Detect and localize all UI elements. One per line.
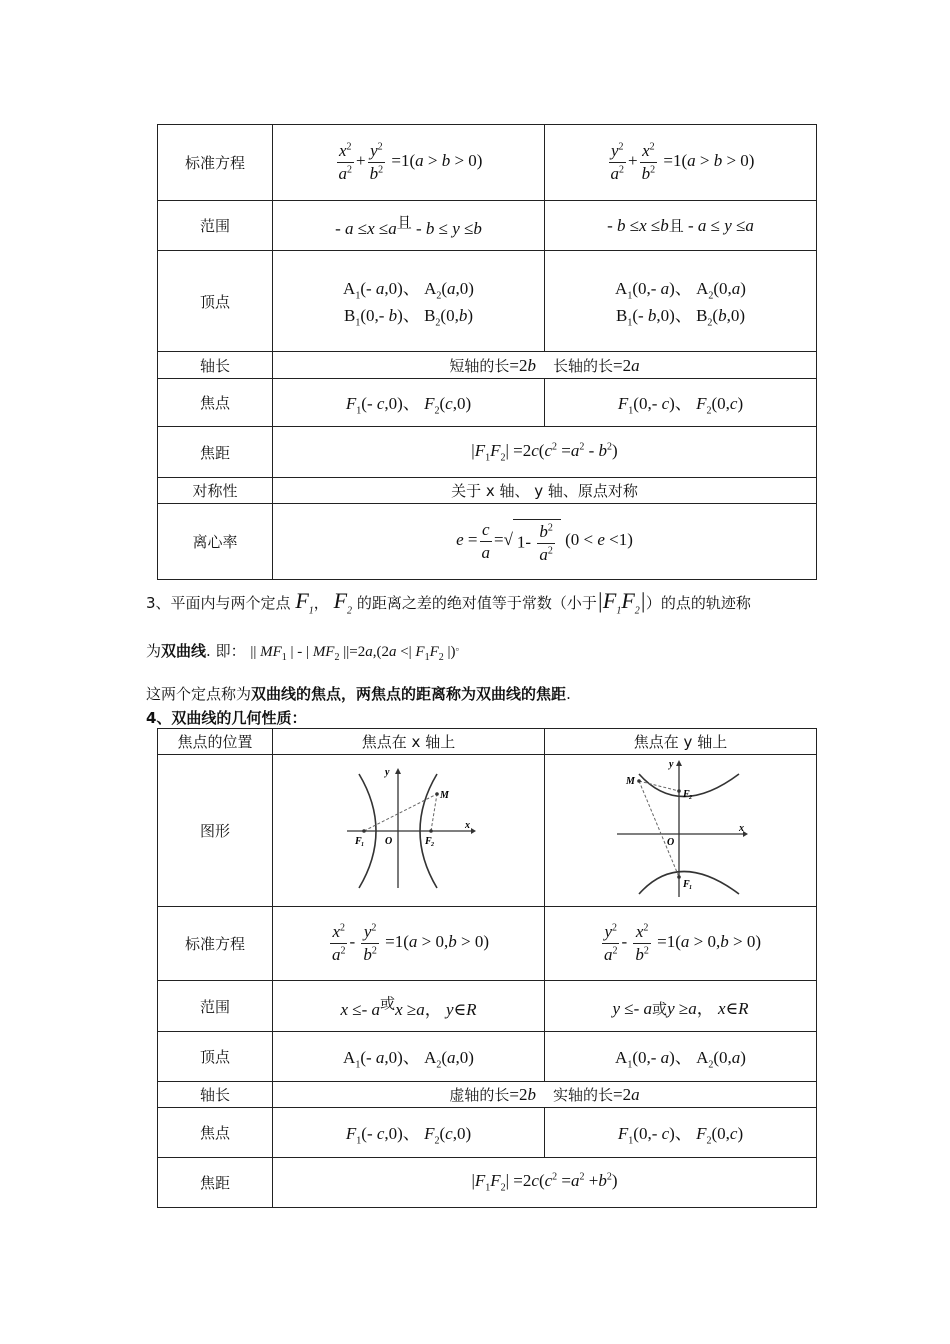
header-focus-on-y: 焦点在 y 轴上 xyxy=(545,729,817,755)
or-word: 或 xyxy=(652,999,668,1018)
row-label-foci: 焦点 xyxy=(158,1108,273,1158)
ellipse-range-x: - $a \le x \le a^且 - b \le y \le b$ xyxy=(273,201,545,251)
ellipse-foci-x: $F_1(-$ c,0)、 $F_2(c,0)$ xyxy=(273,379,545,427)
hyperbola-foci-x: $F_1(-$ c,0)、 $F_2(c,0)$ xyxy=(273,1108,545,1158)
ellipse-foci-y: $F_1(0,-$ c)、 $F_2(0,c)$ xyxy=(545,379,817,427)
f2-symbol: $F_2$ xyxy=(333,588,353,617)
row-label-vertices: 顶点 xyxy=(158,251,273,352)
header-focus-position: 焦点的位置 xyxy=(158,729,273,755)
or-word: 或 xyxy=(380,994,396,1013)
ellipse-properties-table xyxy=(157,124,817,580)
figure-x-hyperbola-cell xyxy=(273,755,545,907)
hyperbola-vertices-y: $A_1(0,-$ a)、 $A_2(0,a)$ xyxy=(545,1032,817,1082)
svg-text:1: 1 xyxy=(361,842,364,848)
y-axis-label: y xyxy=(385,767,390,778)
y-axis-label: y xyxy=(668,758,673,770)
row-label-standard-equation: 标准方程 xyxy=(158,907,273,981)
hyperbola-x-figure xyxy=(341,766,476,891)
row-label-range: 范围 xyxy=(158,201,273,251)
ellipse-focal-distance: $|F_1F_2| =2c(c^2 =a^2 - b^2)$ xyxy=(273,427,817,478)
hyperbola-axis-length: 虚轴的长=2b 实轴的长=2a xyxy=(273,1082,817,1108)
figure-y-hyperbola-cell xyxy=(545,755,817,907)
hyperbola-foci-definition: 这两个定点称为双曲线的焦点，两焦点的距离称为双曲线的焦距. xyxy=(146,685,571,703)
row-label-axis-length: 轴长 xyxy=(158,352,273,379)
x-axis-label: x xyxy=(738,822,744,834)
imag-axis-text: 虚轴的长 xyxy=(449,1086,510,1104)
point-m-label: M xyxy=(440,790,449,801)
short-axis-text: 短轴的长 xyxy=(449,356,510,375)
f2-label: F xyxy=(682,788,690,800)
hyperbola-focal-distance: $|F_1F_2| =2c(c^2 =a^2 +b^2)$ xyxy=(273,1158,817,1208)
ellipse-range-y: - b ≤x ≤b且 - a ≤ y ≤a xyxy=(545,201,817,251)
hyperbola-equation-y: $\frac{y^2}{a^2}$ - $\frac{x^2}{b^2}$ =1(a > 0,b > 0) xyxy=(545,907,817,981)
row-label-foci: 焦点 xyxy=(158,379,273,427)
f2-label: F xyxy=(425,836,432,847)
row-label-range: 范围 xyxy=(158,981,273,1032)
header-focus-on-x: 焦点在 x 轴上 xyxy=(273,729,545,755)
origin-label: O xyxy=(666,836,674,848)
hyperbola-range-y: y ≤- a或y ≥a， x∈R xyxy=(545,981,817,1032)
ellipse-vertices-y: $A_1(0,-$ a)、 $A_2(0,a)$ $B_1(-$ b,0)、 $B_2(b,0)$ xyxy=(545,251,817,352)
row-label-eccentricity: 离心率 xyxy=(158,504,273,580)
hyperbola-vertices-x: $A_1(-$ a,0)、 $A_2(a,0)$ xyxy=(273,1032,545,1082)
row-label-symmetry: 对称性 xyxy=(158,478,273,504)
hyperbola-definition-line2: 为双曲线. 即： || $MF_1$ | - | $MF_2$ ||=2a,(2a <| $F_1F_2$ |)。 xyxy=(146,642,466,663)
f1-symbol: $F_1$ xyxy=(295,588,314,617)
ellipse-equation-y: $\frac{y^2}{a^2}$ + $\frac{x^2}{b^2}$ =1(a > b > 0) xyxy=(545,125,817,201)
and-word: 且 xyxy=(668,217,684,235)
ellipse-equation-x: $\frac{x^2}{a^2}$ + $\frac{y^2}{b^2}$ =1(a > b > 0) xyxy=(273,125,545,201)
row-label-figure: 图形 xyxy=(158,755,273,907)
point-m-label: M xyxy=(625,775,635,787)
f1f2-abs: $|F_1F_2|$ xyxy=(596,588,646,617)
x-axis-label: x xyxy=(465,820,470,831)
definition-formula: || $MF_1$ | - | $MF_2$ ||=2a,(2a <| $F_1F_2$ |)。 xyxy=(250,642,466,663)
svg-text:1: 1 xyxy=(688,884,692,891)
ellipse-vertices-x: $A_1(-$ a,0)、 $A_2(a,0)$ $B_1(0,-$ b)、 $B_2(0,b)$ xyxy=(273,251,545,352)
svg-text:2: 2 xyxy=(431,842,434,848)
real-axis-text: 实轴的长 xyxy=(553,1086,614,1104)
ellipse-axis-length: 短轴的长=2b 长轴的长=2a xyxy=(273,352,817,379)
hyperbola-properties-table xyxy=(157,728,817,1208)
hyperbola-foci-y: $F_1(0,-$ c)、 $F_2(0,c)$ xyxy=(545,1108,817,1158)
row-label-vertices: 顶点 xyxy=(158,1032,273,1082)
origin-label: O xyxy=(385,836,393,847)
f1-label: F xyxy=(355,836,362,847)
hyperbola-definition-line1: 3、平面内与两个定点 $F_1$， $F_2$ 的距离之差的绝对值等于常数（小于$|F_1F_2|$）的点的轨迹称 xyxy=(146,588,751,617)
row-label-axis-length: 轴长 xyxy=(158,1082,273,1108)
hyperbola-equation-x: $\frac{x^2}{a^2}$ - $\frac{y^2}{b^2}$ =1(a > 0,b > 0) xyxy=(273,907,545,981)
hyperbola-range-x: $x \le- a^或x \ge a$， y∈R xyxy=(273,981,545,1032)
row-label-focal-distance: 焦距 xyxy=(158,427,273,478)
svg-text:2: 2 xyxy=(688,794,692,801)
and-word: 且 xyxy=(396,213,412,232)
ellipse-symmetry: 关于 x 轴、 y 轴、原点对称 xyxy=(273,478,817,504)
hyperbola-y-figure xyxy=(611,759,751,899)
row-label-focal-distance: 焦距 xyxy=(158,1158,273,1208)
row-label-standard-equation: 标准方程 xyxy=(158,125,273,201)
section4-heading: 4、双曲线的几何性质： xyxy=(146,709,307,727)
long-axis-text: 长轴的长 xyxy=(553,356,614,375)
f1-label: F xyxy=(682,878,690,890)
ellipse-eccentricity: e = $\frac{c}{a}$ =√ 1- $\frac{b^2}{a^2}$ (0 < e <1) xyxy=(273,504,817,580)
